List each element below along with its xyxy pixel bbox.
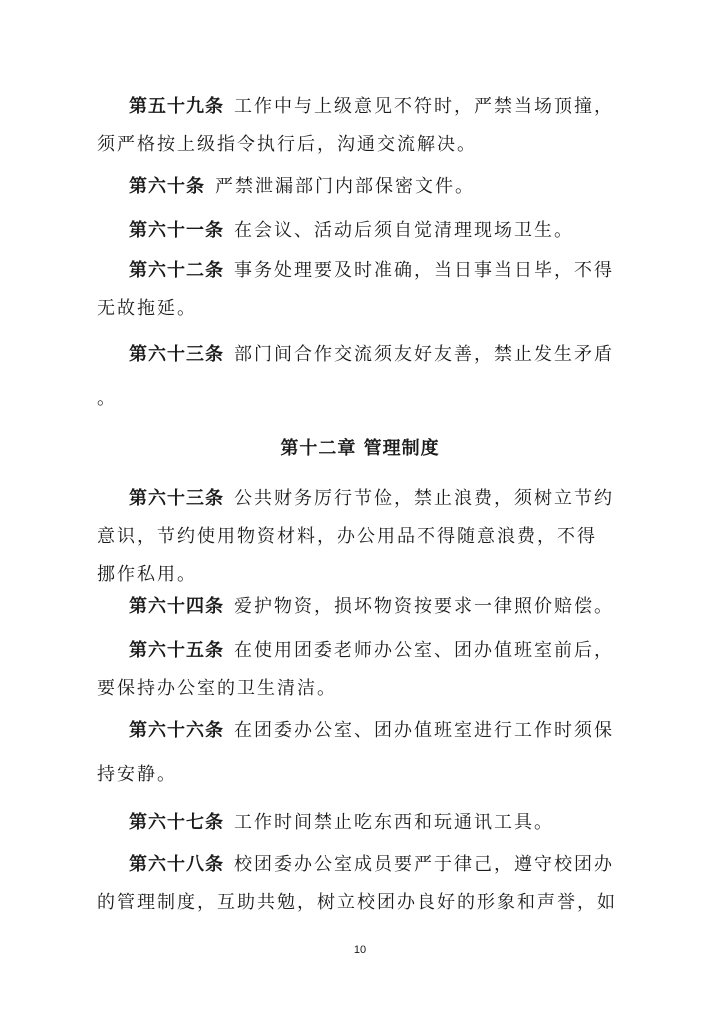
page-number: 10 bbox=[353, 944, 367, 956]
article-text: 公共财务厉行节俭，禁止浪费，须树立节约 bbox=[234, 488, 614, 509]
article-68 bbox=[97, 846, 627, 922]
article-67 bbox=[97, 804, 627, 842]
article-number: 第六十三条 bbox=[129, 488, 224, 509]
article-text: 在使用团委老师办公室、团办值班室前后， bbox=[234, 640, 614, 661]
article-number: 第六十三条 bbox=[129, 344, 224, 365]
article-65 bbox=[97, 632, 627, 708]
article-number: 第六十条 bbox=[129, 176, 205, 197]
article-number: 第六十六条 bbox=[129, 720, 224, 741]
article-text: 严禁泄漏部门内部保密文件。 bbox=[215, 176, 475, 197]
article-number: 第五十九条 bbox=[129, 96, 224, 117]
article-text: 工作时间禁止吃东西和玩通讯工具。 bbox=[234, 812, 554, 833]
article-60 bbox=[97, 168, 627, 206]
article-63-a bbox=[97, 336, 627, 424]
article-64 bbox=[97, 588, 627, 626]
article-text: 的管理制度，互助共勉，树立校团办良好的形象和声誉，如 bbox=[97, 892, 617, 913]
article-63-b bbox=[97, 480, 627, 594]
article-text: 须严格按上级指令执行后，沟通交流解决。 bbox=[97, 134, 477, 155]
article-text: 事务处理要及时准确，当日事当日毕，不得 bbox=[234, 260, 614, 281]
article-text: 无故拖延。 bbox=[97, 298, 197, 319]
article-text: 挪作私用。 bbox=[97, 564, 197, 585]
article-66 bbox=[97, 712, 627, 800]
article-number: 第六十五条 bbox=[129, 640, 224, 661]
article-number: 第六十一条 bbox=[129, 220, 224, 241]
article-number: 第六十四条 bbox=[129, 596, 224, 617]
article-text: 持安静。 bbox=[97, 764, 177, 785]
article-text: 。 bbox=[97, 388, 117, 409]
article-text: 在团委办公室、团办值班室进行工作时须保 bbox=[234, 720, 614, 741]
article-number: 第六十二条 bbox=[129, 260, 224, 281]
article-text: 意识，节约使用物资材料，办公用品不得随意浪费，不得 bbox=[97, 526, 597, 547]
article-number: 第六十七条 bbox=[129, 812, 224, 833]
article-number: 第六十八条 bbox=[129, 854, 224, 875]
article-text: 要保持办公室的卫生清洁。 bbox=[97, 678, 337, 699]
article-text: 爱护物资，损坏物资按要求一律照价赔偿。 bbox=[234, 596, 614, 617]
article-61 bbox=[97, 212, 627, 250]
article-text: 在会议、活动后须自觉清理现场卫生。 bbox=[234, 220, 574, 241]
article-text: 部门间合作交流须友好友善，禁止发生矛盾 bbox=[234, 344, 614, 365]
article-text: 工作中与上级意见不符时，严禁当场顶撞， bbox=[234, 96, 614, 117]
article-62 bbox=[97, 252, 627, 328]
chapter-title: 第十二章 管理制度 bbox=[280, 438, 440, 459]
article-59 bbox=[97, 88, 627, 164]
article-text: 校团委办公室成员要严于律己，遵守校团办 bbox=[234, 854, 614, 875]
